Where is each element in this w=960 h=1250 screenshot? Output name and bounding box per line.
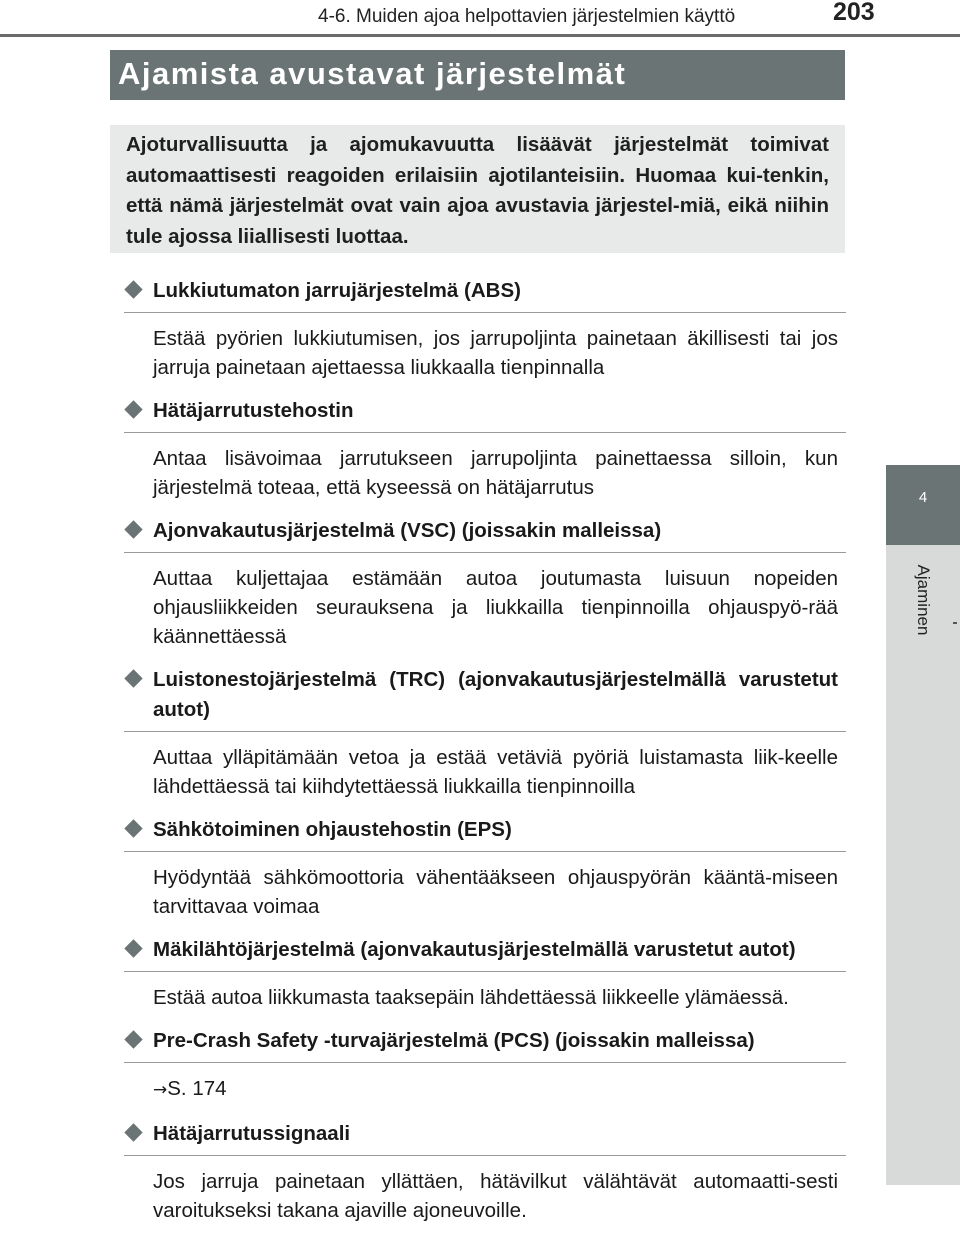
diamond-bullet-icon — [124, 1030, 143, 1049]
diamond-bullet-icon — [124, 520, 143, 539]
diamond-bullet-icon — [124, 1123, 143, 1142]
system-heading — [124, 1119, 846, 1156]
system-item — [124, 815, 846, 921]
system-title: Hätäjarrutustehostin — [153, 399, 354, 422]
systems-list — [124, 276, 846, 1239]
system-description: Estää autoa liikkumasta taaksepäin lähdettäessä liikkeelle ylämäessä. — [153, 986, 789, 1009]
diamond-bullet-icon — [124, 819, 143, 838]
system-title: Mäkilähtöjärjestelmä (ajonvakautusjärjestelmällä varustetut autot) — [153, 938, 796, 961]
system-description: Jos jarruja painetaan yllättäen, hätävilkut välähtävät automaatti-sesti varoitukseksi takana ajaville ajoneuvoille. — [153, 1170, 838, 1222]
system-description: Auttaa ylläpitämään vetoa ja estää vetäviä pyöriä luistamasta liik-keelle lähdettäessä tai kiihdytettäessä liukkailla tienpinnoilla — [153, 746, 838, 798]
chapter-tab[interactable]: 4 — [886, 465, 960, 545]
system-title: Pre-Crash Safety -turvajärjestelmä (PCS) (joissakin malleissa) — [153, 1029, 755, 1052]
page-ref-arrow-icon: → — [153, 1080, 168, 1100]
system-title: Luistonestojärjestelmä (TRC) (ajonvakautusjärjestelmällä varustetut autot) — [153, 668, 838, 721]
system-description: Antaa lisävoimaa jarrutukseen jarrupoljinta painettaessa silloin, kun järjestelmä toteaa, että kyseessä on hätäjarrutus — [153, 447, 838, 499]
system-description: Auttaa kuljettajaa estämään autoa joutumasta luisuun nopeiden ohjausliikkeiden seurauksena ja liukkailla tienpinnoilla ohjauspyö-rää käännettäessä — [153, 567, 838, 648]
system-heading — [124, 396, 846, 433]
system-title: Hätäjarrutussignaali — [153, 1122, 351, 1145]
system-item — [124, 516, 846, 651]
system-heading — [124, 665, 846, 732]
system-description: Estää pyörien lukkiutumisen, jos jarrupoljinta painetaan äkillisesti tai jos jarruja painetaan ajettaessa liukkaalla tienpinnalla — [153, 327, 838, 379]
diamond-bullet-icon — [124, 939, 143, 958]
system-description — [153, 1074, 838, 1105]
system-item — [124, 1026, 846, 1105]
system-item — [124, 665, 846, 801]
diamond-bullet-icon — [124, 669, 143, 688]
side-tick-mark — [953, 622, 957, 624]
intro-text: Ajoturvallisuutta ja ajomukavuutta lisäävät järjestelmät toimivat automaattisesti reagoiden erilaisiin ajotilanteisiin. Huomaa kui-tenkin, että nämä järjestelmät ovat vain ajoa avustavia järjestel-miä, eikä niihin tule ajossa liiallisesti luottaa. — [126, 133, 829, 248]
system-description: Hyödyntää sähkömoottoria vähentääkseen ohjauspyörän kääntä-miseen tarvittavaa voimaa — [153, 866, 838, 918]
system-heading — [124, 276, 846, 313]
intro-box — [110, 125, 845, 253]
system-title: Ajonvakautusjärjestelmä (VSC) (joissakin malleissa) — [153, 519, 662, 542]
system-heading — [124, 516, 846, 553]
system-item — [124, 935, 846, 1012]
system-title: Sähkötoiminen ohjaustehostin (EPS) — [153, 818, 512, 841]
header-rule — [0, 34, 960, 37]
page-number: 203 — [833, 0, 875, 26]
system-heading — [124, 1026, 846, 1063]
diamond-bullet-icon — [124, 400, 143, 419]
page-title: Ajamista avustavat järjestelmät — [118, 56, 627, 91]
system-heading — [124, 935, 846, 972]
diamond-bullet-icon — [124, 280, 143, 299]
system-item — [124, 276, 846, 382]
page-reference-link[interactable]: S. 174 — [167, 1077, 227, 1100]
system-item — [124, 396, 846, 502]
system-title: Lukkiutumaton jarrujärjestelmä (ABS) — [153, 279, 521, 302]
section-title-banner — [110, 50, 845, 100]
chapter-side-label — [886, 545, 960, 655]
system-item — [124, 1119, 846, 1225]
system-heading — [124, 815, 846, 852]
chapter-header: 4-6. Muiden ajoa helpottavien järjestelmien käyttö — [318, 6, 736, 27]
chapter-label-text: Ajaminen — [914, 564, 933, 636]
